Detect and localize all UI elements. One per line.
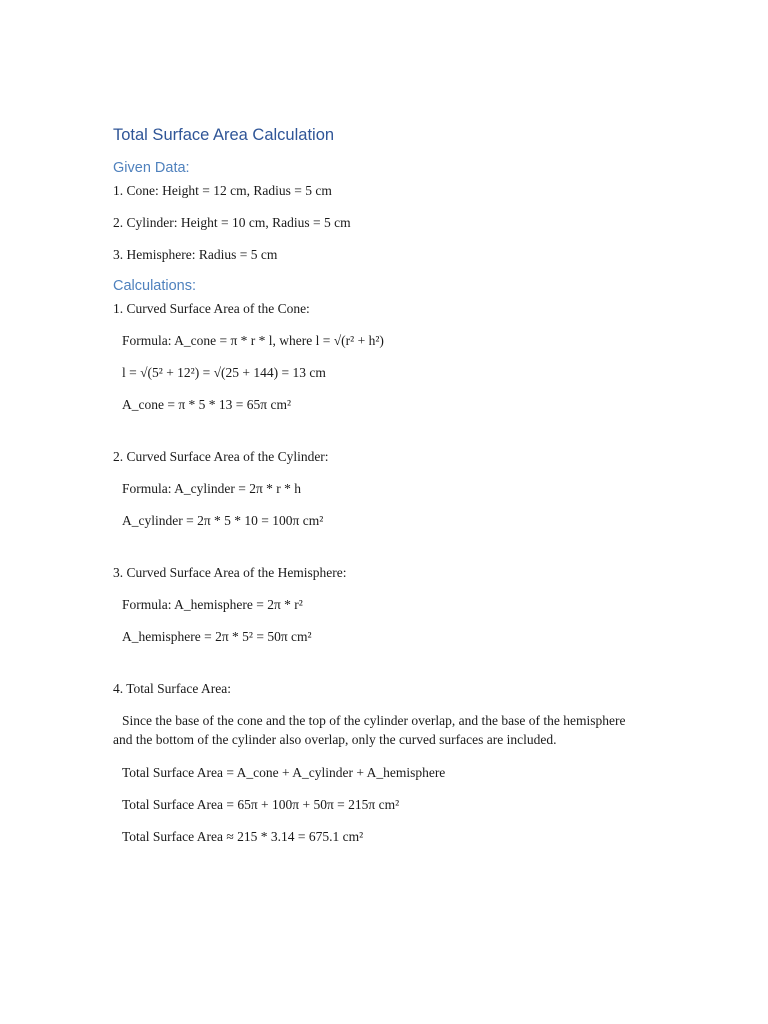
cylinder-result: A_cylinder = 2π * 5 * 10 = 100π cm² xyxy=(122,513,324,528)
given-item-hemisphere: 3. Hemisphere: Radius = 5 cm xyxy=(113,247,278,262)
cone-result: A_cone = π * 5 * 13 = 65π cm² xyxy=(122,397,292,412)
total-formula: Total Surface Area = A_cone + A_cylinder + A_hemisphere xyxy=(122,765,446,780)
given-data-heading: Given Data: xyxy=(113,160,190,176)
cone-heading: 1. Curved Surface Area of the Cone: xyxy=(113,301,310,316)
total-approx: Total Surface Area ≈ 215 * 3.14 = 675.1 cm² xyxy=(122,829,364,844)
total-sum: Total Surface Area = 65π + 100π + 50π = 215π cm² xyxy=(122,797,400,812)
calculations-heading: Calculations: xyxy=(113,278,197,294)
total-explanation: Since the base of the cone and the top of the cylinder overlap, and the base of the hemisphere and the bottom of the cylinder also overlap, only the curved surfaces are included. xyxy=(113,713,626,747)
document-title: Total Surface Area Calculation xyxy=(113,126,335,144)
cone-formula: Formula: A_cone = π * r * l, where l = √(r² + h²) xyxy=(122,333,384,348)
cone-slant-height: l = √(5² + 12²) = √(25 + 144) = 13 cm xyxy=(122,365,326,380)
hemisphere-formula: Formula: A_hemisphere = 2π * r² xyxy=(122,597,303,612)
hemisphere-heading: 3. Curved Surface Area of the Hemisphere: xyxy=(113,565,347,580)
given-item-cone: 1. Cone: Height = 12 cm, Radius = 5 cm xyxy=(113,183,332,198)
cylinder-heading: 2. Curved Surface Area of the Cylinder: xyxy=(113,449,329,464)
cylinder-formula: Formula: A_cylinder = 2π * r * h xyxy=(122,481,302,496)
document-page xyxy=(113,122,633,859)
total-heading: 4. Total Surface Area: xyxy=(113,681,232,696)
hemisphere-result: A_hemisphere = 2π * 5² = 50π cm² xyxy=(122,629,312,644)
given-item-cylinder: 2. Cylinder: Height = 10 cm, Radius = 5 cm xyxy=(113,215,351,230)
